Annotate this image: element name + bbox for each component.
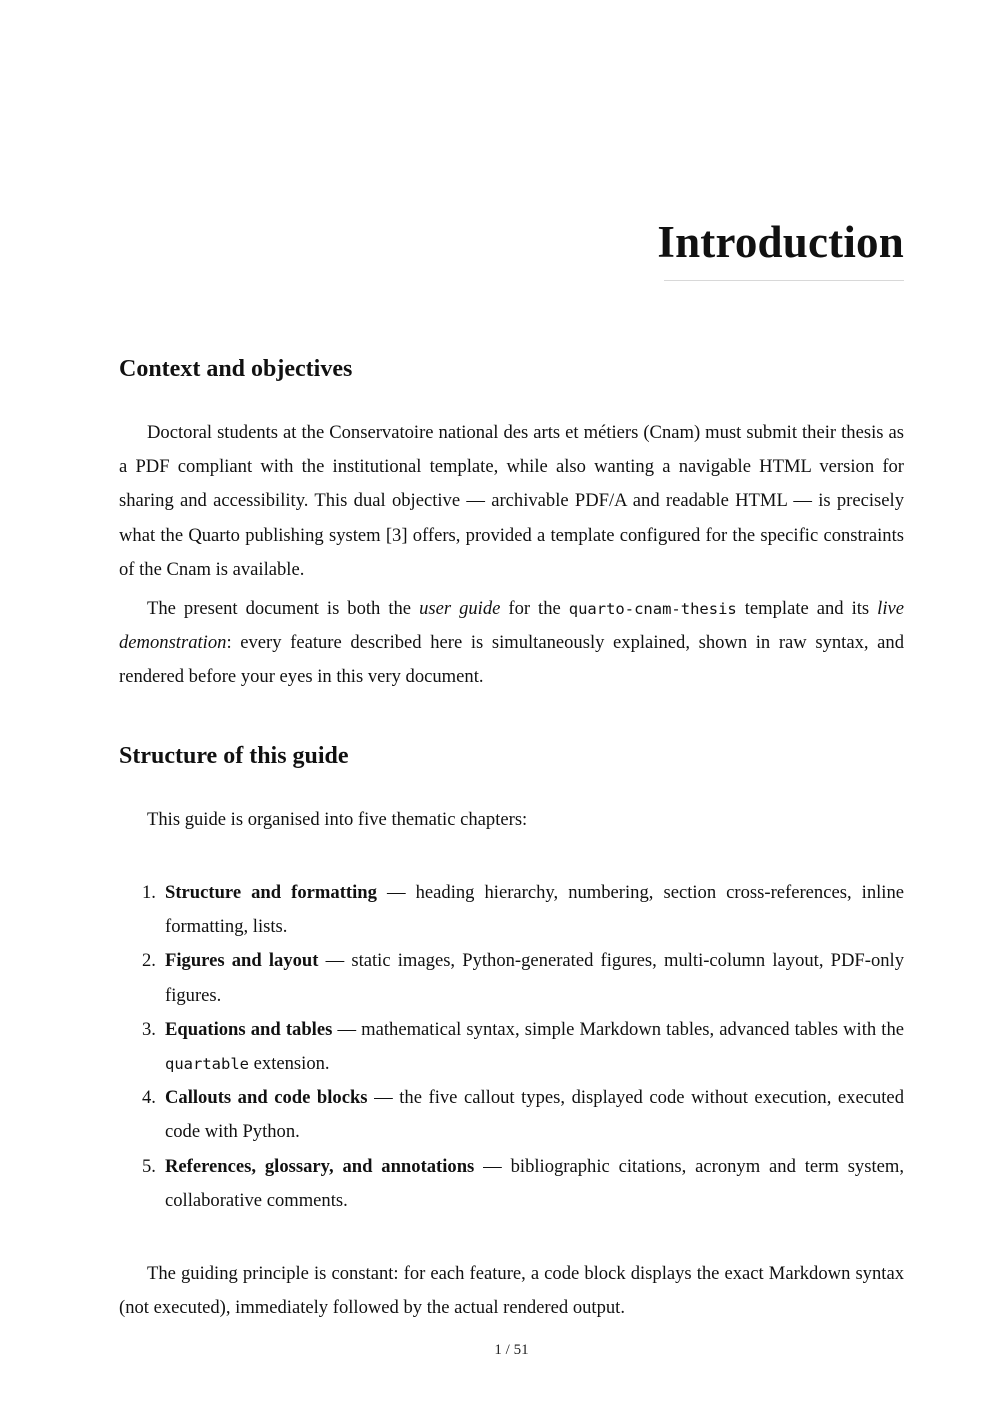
list-item-title: Structure and formatting: [165, 882, 377, 903]
list-item-title: Figures and layout: [165, 950, 319, 972]
list-item-number: 5.: [142, 1155, 156, 1177]
list-item-code-quartable: quartable: [165, 1055, 249, 1074]
list-item: [119, 1013, 904, 1081]
list-item-desc: — bibliographic citations, acronym and term system, collaborative comments.: [165, 1155, 904, 1211]
list-item-number: 4.: [142, 1087, 156, 1109]
closing-paragraph: The guiding principle is constant: for each feature, a code block displays the exact Markdown syntax (not executed), immediately followed by the actual rendered output.: [119, 1263, 904, 1319]
list-item-title: Equations and tables: [165, 1018, 333, 1040]
list-item: [119, 944, 904, 1012]
list-item-title: References, glossary, and annotations: [165, 1155, 475, 1177]
document-page: [119, 0, 904, 1413]
list-item-title: Callouts and code blocks: [165, 1087, 368, 1109]
chapter-title: Introduction: [657, 217, 904, 267]
p2-code-template-name: quarto-cnam-thesis: [568, 600, 737, 618]
context-paragraph-2: [119, 592, 904, 695]
list-item-number: 2.: [142, 950, 156, 972]
list-item-number: 1.: [142, 882, 156, 903]
list-item: [119, 1081, 904, 1149]
list-item-desc: — heading hierarchy, numbering, section cross-references, inline formatting, lists.: [165, 882, 904, 938]
p2-text-1: The present document is both the: [147, 598, 420, 619]
chapter-title-rule: [664, 280, 904, 281]
chapter-list: [119, 876, 904, 1218]
context-paragraph-1: Doctoral students at the Conservatoire national des arts et métiers (Cnam) must submit their thesis as a PDF compliant with the institutional template, while also wanting a navigable HTML version for sharing and accessibility. This dual objective — archivable PDF/A and readable HTML — is precisely what the Quarto publishing system [3] offers, provided a template configured for the specific constraints of the Cnam is available.: [119, 422, 904, 580]
list-item-desc: — static images, Python-generated figures, multi-column layout, PDF-only figures.: [165, 950, 904, 1006]
structure-intro-paragraph: This guide is organised into five thematic chapters:: [147, 809, 528, 830]
list-item-desc: — the five callout types, displayed code without execution, executed code with Python.: [165, 1087, 904, 1143]
section-heading-structure: Structure of this guide: [119, 743, 349, 769]
list-item: [119, 876, 904, 944]
list-item: [119, 1150, 904, 1218]
page-number: 1 / 51: [494, 1342, 529, 1358]
p2-text-2: for the: [500, 598, 569, 619]
list-item-desc-end: extension.: [249, 1053, 330, 1075]
p2-emphasis-live-demo: live demonstration: [119, 598, 904, 654]
list-item-desc: — mathematical syntax, simple Markdown tables, advanced tables with the: [332, 1018, 904, 1040]
p2-emphasis-user-guide: user guide: [419, 598, 501, 619]
section-heading-context: Context and objectives: [119, 356, 353, 382]
p2-text-3: template and its: [736, 598, 878, 619]
list-item-number: 3.: [142, 1018, 156, 1040]
p2-text-4: : every feature described here is simultaneously explained, shown in raw syntax, and rendered before your eyes in this very document.: [119, 632, 904, 688]
